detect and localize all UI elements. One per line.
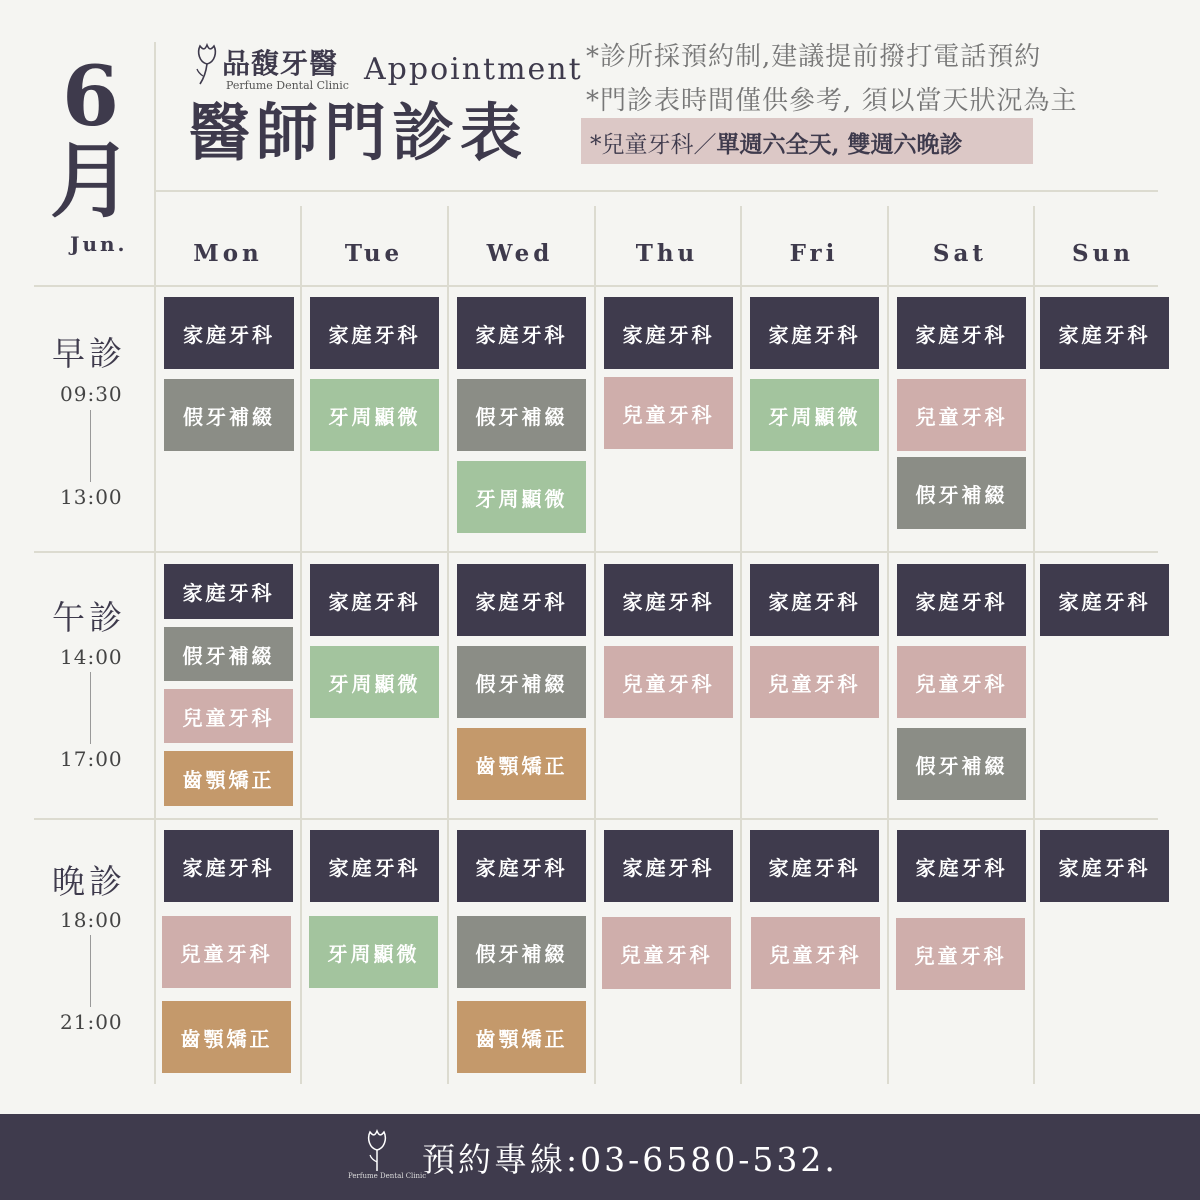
slot-family: 家庭牙科	[164, 830, 293, 902]
slot-denture: 假牙補綴	[897, 457, 1026, 529]
row-divider-3	[34, 818, 1158, 820]
slot-kids: 兒童牙科	[604, 646, 733, 718]
slot-denture: 假牙補綴	[457, 646, 586, 718]
header-divider	[156, 190, 1158, 192]
slot-family: 家庭牙科	[457, 297, 586, 369]
slot-family: 家庭牙科	[750, 297, 879, 369]
appointment-label: Appointment	[364, 52, 583, 87]
note-kids-dentistry	[590, 126, 963, 159]
slot-perio: 牙周顯微	[310, 379, 439, 451]
slot-denture: 假牙補綴	[897, 728, 1026, 800]
slot-family: 家庭牙科	[750, 564, 879, 636]
schedule-title: 醫師門診表	[188, 96, 529, 169]
slot-family: 家庭牙科	[310, 830, 439, 902]
left-divider	[154, 42, 156, 1084]
day-mon: Mon	[193, 240, 263, 267]
slot-family: 家庭牙科	[457, 564, 586, 636]
slot-denture: 假牙補綴	[457, 379, 586, 451]
slot-family: 家庭牙科	[750, 830, 879, 902]
day-thu: Thu	[635, 240, 699, 267]
day-sat: Sat	[932, 240, 988, 267]
slot-ortho: 齒顎矯正	[457, 1001, 586, 1073]
session-afternoon-start: 14:00	[60, 645, 123, 669]
slot-family: 家庭牙科	[1040, 564, 1169, 636]
session-morning: 早診	[52, 334, 126, 373]
slot-denture: 假牙補綴	[457, 916, 586, 988]
slot-ortho: 齒顎矯正	[457, 728, 586, 800]
booking-phone-line[interactable]: 預約專線:03-6580-532.	[422, 1140, 838, 1179]
slot-family: 家庭牙科	[164, 297, 294, 369]
row-divider-1	[34, 285, 1158, 287]
slot-family: 家庭牙科	[604, 297, 733, 369]
clinic-name: 品馥牙醫	[222, 47, 339, 80]
session-evening: 晚診	[52, 862, 126, 901]
note-reservation: *診所採預約制,建議提前撥打電話預約	[586, 42, 1042, 72]
col-divider	[740, 206, 742, 1084]
slot-family: 家庭牙科	[310, 297, 439, 369]
note-kids-schedule: 單週六全天, 雙週六晚診	[716, 131, 963, 158]
session-afternoon: 午診	[52, 598, 126, 637]
slot-family: 家庭牙科	[310, 564, 439, 636]
slot-kids: 兒童牙科	[751, 917, 880, 989]
slot-family: 家庭牙科	[897, 830, 1026, 902]
month-number: 6	[62, 49, 120, 145]
slot-denture: 假牙補綴	[164, 379, 294, 451]
col-divider	[1033, 206, 1035, 1084]
slot-kids: 兒童牙科	[164, 689, 293, 743]
tulip-logo-icon	[194, 42, 220, 86]
session-evening-start: 18:00	[60, 908, 123, 932]
slot-kids: 兒童牙科	[750, 646, 879, 718]
day-tue: Tue	[344, 240, 404, 267]
slot-kids: 兒童牙科	[162, 916, 291, 988]
slot-kids: 兒童牙科	[602, 917, 731, 989]
col-divider	[447, 206, 449, 1084]
slot-perio: 牙周顯微	[750, 379, 879, 451]
slot-perio: 牙周顯微	[309, 916, 438, 988]
session-morning-start: 09:30	[60, 382, 123, 406]
session-evening-end: 21:00	[60, 1010, 123, 1034]
footer-clinic-english-name: Perfume Dental Clinic	[348, 1172, 427, 1180]
col-divider	[594, 206, 596, 1084]
month-char: 月	[50, 133, 133, 229]
clinic-english-name: Perfume Dental Clinic	[226, 79, 349, 92]
slot-family: 家庭牙科	[1040, 830, 1169, 902]
day-sun: Sun	[1071, 240, 1135, 267]
month-english: Jun.	[70, 232, 128, 256]
row-divider-2	[34, 551, 1158, 553]
slot-perio: 牙周顯微	[310, 646, 439, 718]
slot-perio: 牙周顯微	[457, 461, 586, 533]
note-kids-prefix: *兒童牙科／	[590, 132, 717, 158]
day-fri: Fri	[789, 240, 839, 267]
slot-family: 家庭牙科	[1040, 297, 1169, 369]
slot-family: 家庭牙科	[457, 830, 586, 902]
slot-family: 家庭牙科	[897, 564, 1026, 636]
time-range-line	[90, 672, 91, 744]
slot-denture: 假牙補綴	[164, 627, 293, 681]
slot-family: 家庭牙科	[164, 564, 293, 619]
time-range-line	[90, 935, 91, 1007]
slot-kids: 兒童牙科	[897, 379, 1026, 451]
tulip-logo-icon	[364, 1128, 390, 1172]
slot-kids: 兒童牙科	[896, 918, 1025, 990]
col-divider	[300, 206, 302, 1084]
slot-family: 家庭牙科	[897, 297, 1026, 369]
note-reference: *門診表時間僅供參考, 須以當天狀況為主	[586, 86, 1078, 116]
slot-kids: 兒童牙科	[604, 377, 733, 449]
time-range-line	[90, 410, 91, 482]
slot-ortho: 齒顎矯正	[162, 1001, 291, 1073]
slot-family: 家庭牙科	[604, 564, 733, 636]
day-wed: Wed	[486, 240, 554, 267]
slot-kids: 兒童牙科	[897, 646, 1026, 718]
session-morning-end: 13:00	[60, 485, 123, 509]
session-afternoon-end: 17:00	[60, 747, 123, 771]
col-divider	[887, 206, 889, 1084]
slot-family: 家庭牙科	[604, 830, 733, 902]
slot-ortho: 齒顎矯正	[164, 751, 293, 806]
